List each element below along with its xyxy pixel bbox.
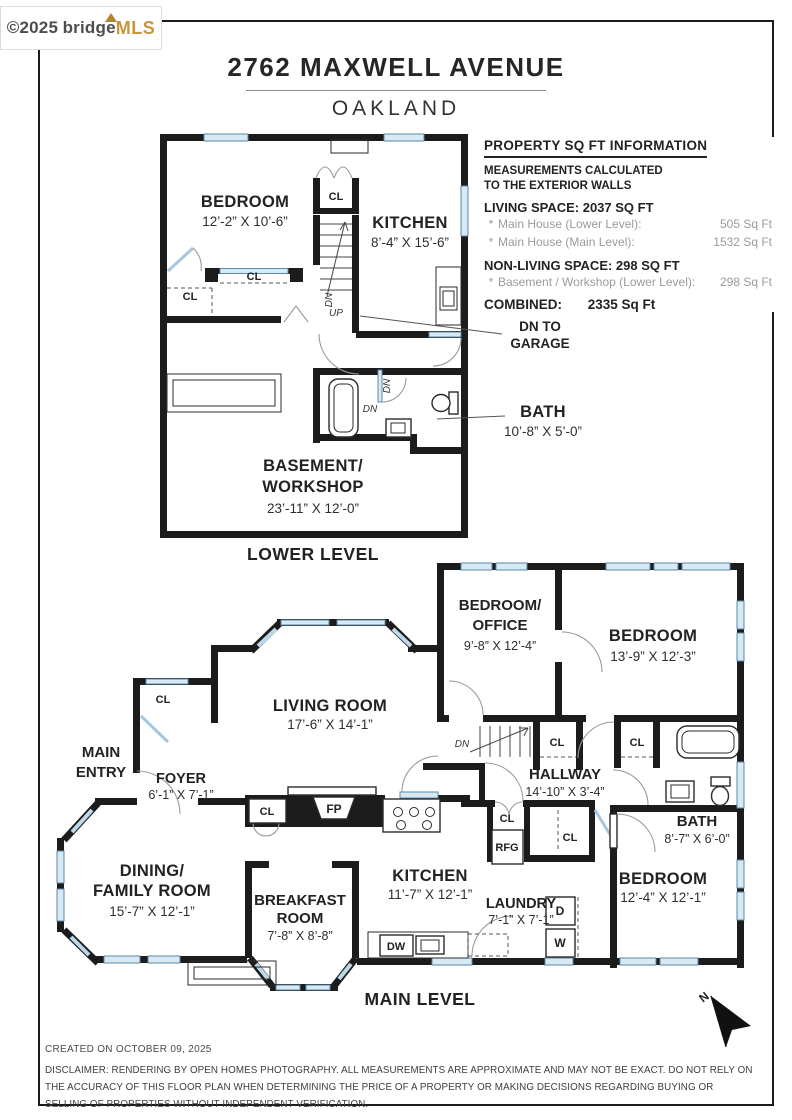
title-block (0, 52, 792, 121)
combined-label: COMBINED: (484, 296, 562, 312)
basement-dims: 23’-11” X 12’-0” (266, 501, 360, 516)
sqft-note-line2: TO THE EXTERIOR WALLS (484, 179, 632, 192)
created-date: CREATED ON OCTOBER 09, 2025 (45, 1044, 212, 1055)
dining-line2: FAMILY ROOM (93, 882, 211, 900)
main-entry-line1: MAIN (81, 744, 121, 761)
bedroom-ne-label: BEDROOM (608, 627, 698, 645)
closet-label: CL (629, 737, 645, 749)
laundry-label: LAUNDRY (485, 896, 557, 912)
bath-sink (666, 781, 694, 802)
dining-dims: 15’-7” X 12’-1” (109, 904, 195, 919)
bedroom-office-dims: 9’-8” X 12’-4” (463, 639, 537, 653)
logo-suffix: MLS (115, 17, 156, 38)
bath-dn-label2: DN (362, 404, 378, 415)
sqft-item-label: Basement / Workshop (Lower Level): (498, 275, 696, 290)
living-room-dims: 17’-6” X 14’-1” (287, 717, 373, 732)
sqft-item-row (484, 233, 776, 252)
sqft-item-row (484, 273, 776, 292)
main-entry-line2: ENTRY (75, 764, 127, 781)
stairs-dn-label: DN (324, 292, 335, 308)
compass (696, 989, 751, 1047)
compass-north-label: N (696, 988, 712, 1006)
lower-bath-dims: 10’-8” X 5’-0” (503, 424, 583, 439)
bullet-icon: * (488, 216, 494, 231)
lower-bedroom-label: BEDROOM (200, 193, 290, 211)
lower-bath-label: BATH (520, 403, 566, 421)
sqft-note-line1: MEASUREMENTS CALCULATED (484, 165, 663, 177)
sqft-item-label: Main House (Lower Level): (498, 216, 642, 231)
bedroom-office-line1: BEDROOM/ (458, 597, 542, 614)
bedroom-se-label: BEDROOM (618, 870, 708, 888)
logo-copyright: ©2025 (6, 18, 59, 37)
main-level-plan-svg (40, 555, 770, 1055)
closet-label: CL (182, 291, 198, 303)
bath-dn-label: DN (382, 378, 393, 394)
bridgemls-mountain-icon (105, 13, 117, 22)
lower-level-caption: LOWER LEVEL (247, 544, 379, 564)
disclaimer-text: DISCLAIMER: RENDERING BY OPEN HOMES PHOTOGRAPHY. ALL MEASUREMENTS ARE APPROXIMATE AND MAY NOT BE EXACT. DO NOT RELY ON THE ACCURACY OF THIS FLOOR PLAN WHEN DETERMINING THE PRICE OF A PROPERTY OR MAKING DECISIONS REGARDING BUYING OR SELLING OF PROPERTIES WITHOUT INDEPENDENT VERIFICATION. (45, 1065, 753, 1111)
closet-label: CL (549, 737, 565, 749)
fireplace-label: FP (326, 802, 342, 816)
toilet (711, 777, 730, 786)
footer (45, 1044, 757, 1113)
dining-line1: DINING/ (119, 862, 185, 880)
sink (386, 419, 411, 437)
bedroom-se-dims: 12’-4” X 12’-1” (620, 890, 706, 905)
sqft-item-value: 505 Sq Ft (719, 216, 772, 231)
basement-label-line2: WORKSHOP (262, 478, 364, 496)
bullet-icon: * (488, 235, 494, 250)
sqft-item-value: 298 Sq Ft (719, 275, 772, 290)
dn-to-garage-line1: DN TO (519, 319, 561, 334)
sqft-item-label: Main House (Main Level): (498, 235, 635, 250)
living-room-label: LIVING ROOM (272, 697, 388, 715)
page-title-city: OAKLAND (331, 97, 461, 120)
bridgemls-logo (0, 6, 162, 50)
hallway-dims: 14’-10” X 3’-4” (525, 785, 605, 799)
kitchen-dims: 11’-7” X 12’-1” (387, 887, 473, 902)
sqft-item-value: 1532 Sq Ft (713, 235, 772, 250)
bedroom-office-line2: OFFICE (472, 617, 528, 634)
closet-label: CL (259, 806, 275, 818)
refrigerator-label: RFG (495, 842, 519, 854)
dryer-label: D (555, 904, 565, 918)
bath-label: BATH (676, 813, 718, 830)
closet-label: CL (155, 694, 171, 706)
combined-total-row (484, 297, 776, 312)
page-title-address: 2762 MAXWELL AVENUE (227, 52, 565, 82)
basement-label-line1: BASEMENT/ (263, 457, 363, 475)
non-living-space-total: NON-LIVING SPACE: 298 SQ FT (484, 258, 680, 274)
foyer-label: FOYER (156, 771, 206, 787)
hearth (288, 787, 376, 795)
hallway-label: HALLWAY (529, 766, 601, 783)
breakfast-dims: 7’-8” X 8’-8” (267, 929, 333, 943)
closet-label: CL (246, 271, 262, 283)
laundry-dims: 7’-1” X 7’-1” (488, 913, 554, 927)
foyer-dims: 6’-1” X 7’-1” (148, 788, 214, 802)
breakfast-line2: ROOM (276, 910, 324, 927)
kitchen-label: KITCHEN (392, 867, 468, 885)
stairs-up-label: UP (329, 308, 343, 319)
bullet-icon: * (488, 275, 494, 290)
closet-label: CL (562, 832, 578, 844)
sqft-info-panel (484, 137, 776, 312)
logo-brand: bridge (62, 18, 116, 37)
compass-arrow-dark (711, 996, 751, 1047)
stairs-dn-label: DN (454, 739, 470, 750)
washer-label: W (554, 936, 566, 950)
dn-to-garage-line2: GARAGE (510, 336, 570, 351)
title-divider (246, 90, 546, 91)
sqft-item-row (484, 215, 776, 234)
closet-label: CL (328, 191, 344, 203)
lower-kitchen-label: KITCHEN (372, 214, 448, 232)
dishwasher-label: DW (386, 941, 406, 953)
lower-bedroom-dims: 12’-2” X 10’-6” (202, 214, 288, 229)
main-level-caption: MAIN LEVEL (364, 989, 476, 1009)
living-space-total: LIVING SPACE: 2037 SQ FT (484, 199, 654, 215)
bathtub (329, 379, 358, 437)
main-stairs (470, 726, 530, 757)
closet-label: CL (499, 813, 515, 825)
sqft-panel-title: PROPERTY SQ FT INFORMATION (484, 138, 707, 158)
breakfast-line1: BREAKFAST (254, 892, 346, 909)
bath-dims: 8’-7” X 6’-0” (664, 832, 730, 846)
combined-value: 2335 Sq Ft (587, 296, 656, 312)
bedroom-ne-dims: 13’-9” X 12’-3” (610, 649, 696, 664)
lower-kitchen-dims: 8’-4” X 15’-6” (370, 235, 450, 250)
